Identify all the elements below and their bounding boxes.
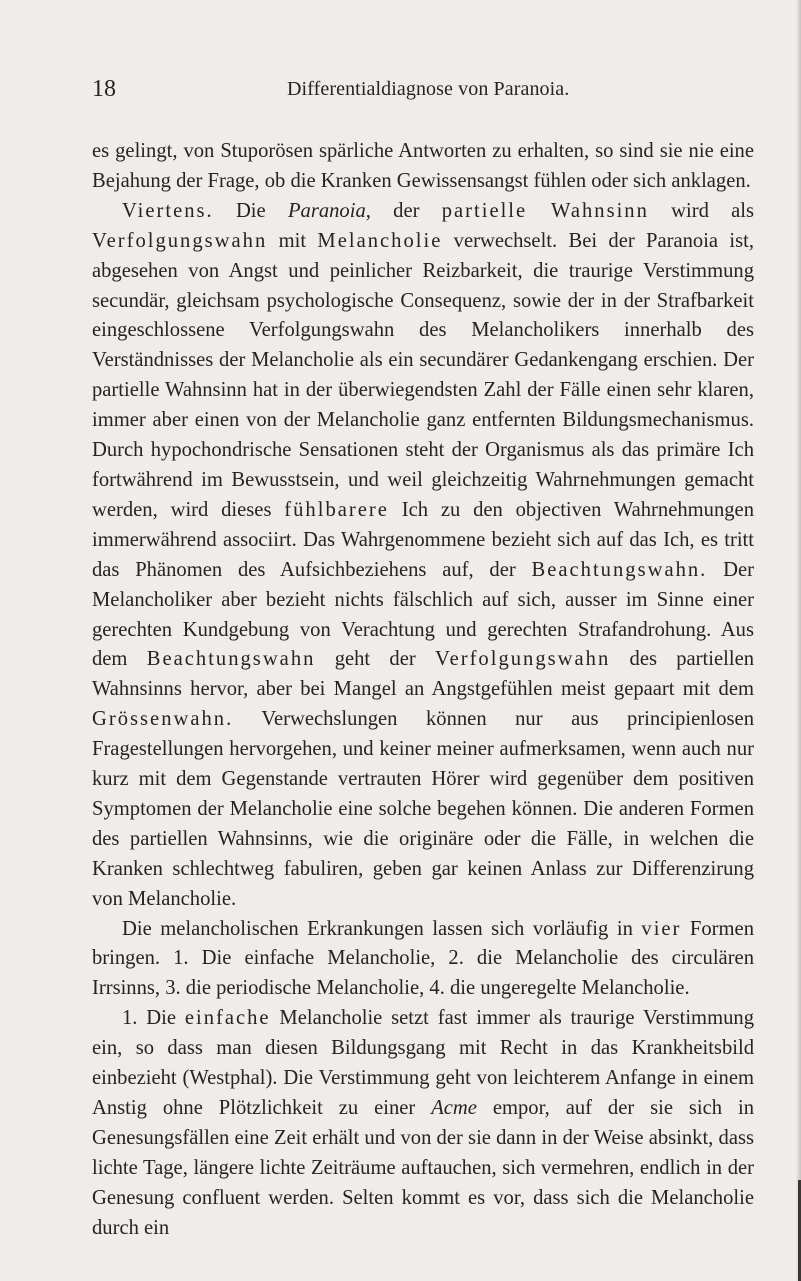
body-text bbox=[92, 137, 754, 1244]
text-segment: Die melancholischen Erkrankungen lassen sich vorläufig in bbox=[122, 917, 642, 940]
text-segment: Grössenwahn. bbox=[92, 708, 234, 731]
paragraph-3 bbox=[92, 915, 754, 1005]
running-head: Differentialdiagnose von Paranoia. bbox=[287, 78, 570, 100]
text-segment: Viertens. bbox=[122, 199, 214, 222]
text-segment: verwechselt. Bei der Paranoia ist, abgesehen von Angst und peinlicher Reizbarkeit, die traurige Verstimmung secundär, gleichsam psychologische Consequenz, sowie der in der Strafbarkeit eingeschlossene Verfolgungswahn des Melancholikers innerhalb des Verständnisses der Melancholie als ein secundärer Gedankengang erschien. Der partielle Wahnsinn hat in der überwiegendsten Zahl der Fälle einen sehr klaren, immer aber einen von der Melancholie ganz entfernten Bildungsmechanismus. Durch hypochondrische Sensationen steht der Organismus als das primäre Ich fortwährend im Bewusstsein, und weil gleichzeitig Wahrnehmungen gemacht werden, wird dieses bbox=[92, 229, 755, 521]
text-segment: 1. Die bbox=[122, 1007, 185, 1030]
page-number: 18 bbox=[92, 76, 116, 102]
page-header bbox=[92, 74, 752, 104]
paragraph-4 bbox=[92, 1004, 754, 1243]
text-segment: partielle Wahnsinn bbox=[441, 199, 649, 222]
text-segment: Melancholie bbox=[317, 229, 443, 252]
text-segment: Melancholie setzt fast immer als traurige Verstimmung ein, so dass man diesen Bildungsgang mit Recht in das Krankheitsbild einbezieht (Westphal). Die Verstimmung geht von leichterem Anfange in einem Anstig ohne Plötzlichkeit zu einer bbox=[92, 1007, 754, 1119]
text-segment: es gelingt, von Stuporösen spärliche Antworten zu erhalten, so sind sie nie eine Bejahung der Frage, ob die Kranken Gewissensangst fühlen oder sich anklagen. bbox=[92, 140, 754, 192]
text-segment: empor, auf der sie sich in Genesungsfällen eine Zeit erhält und von der sie dann in der Weise absinkt, dass lichte Tage, längere lichte Zeiträume auftauchen, sich vermehren, endlich in der Genesung confluent werden. Selten kommt es vor, dass sich die Melancholie durch ein bbox=[92, 1097, 754, 1239]
text-segment: Verfolgungswahn bbox=[434, 648, 611, 671]
text-segment: Der Melancholiker aber bezieht nichts fälschlich auf sich, ausser im Sinne einer gerechten Kundgebung von Verachtung und gerechten Strafandrohung. Aus dem bbox=[92, 558, 754, 671]
text-segment: geht der bbox=[315, 648, 435, 671]
text-segment: Beachtungswahn. bbox=[531, 558, 708, 581]
text-segment: Verwechslungen können nur aus principienlosen Fragestellungen hervorgehen, und keiner meiner aufmerksamen, wenn auch nur kurz mit dem Gegenstande vertrauten Hörer wird gegenüber dem positiven Symptomen der Melancholie eine solche begehen können. Die anderen Formen des partiellen Wahnsinns, wie die originäre oder die Fälle, in welchen die Kranken schlechtweg fabuliren, geben gar keinen Anlass zur Differenzirung von Melancholie. bbox=[92, 708, 754, 910]
text-segment: Formen bringen. 1. Die einfache Melancholie, 2. die Melancholie des circulären Irrsinns, 3. die periodische Melancholie, 4. die ungeregelte Melancholie. bbox=[92, 917, 754, 1000]
text-segment: Verfolgungswahn bbox=[92, 229, 268, 252]
text-segment: Die bbox=[213, 199, 288, 222]
text-segment: Acme bbox=[431, 1097, 477, 1119]
text-segment: vier bbox=[641, 917, 682, 940]
text-segment: Ich zu den objectiven Wahrnehmungen immerwährend associirt. Das Wahrgenommene bezieht sich auf das Ich, es tritt das Phänomen des Aufsichbeziehens auf, der bbox=[92, 498, 754, 581]
text-segment: einfache bbox=[184, 1007, 271, 1030]
text-segment: Beachtungswahn bbox=[146, 648, 316, 671]
text-segment: der bbox=[370, 199, 442, 222]
text-segment: Paranoia, bbox=[287, 199, 371, 222]
paragraph-2 bbox=[92, 197, 754, 915]
text-segment: fühlbarere bbox=[284, 498, 389, 521]
text-segment: des partiellen Wahnsinns hervor, aber bei Mangel an Angstgefühlen meist gepaart mit dem bbox=[92, 648, 755, 701]
paragraph-1 bbox=[92, 137, 754, 197]
text-segment: mit bbox=[267, 229, 318, 252]
text-segment: wird als bbox=[648, 199, 755, 222]
page-edge-shadow bbox=[796, 0, 801, 1281]
